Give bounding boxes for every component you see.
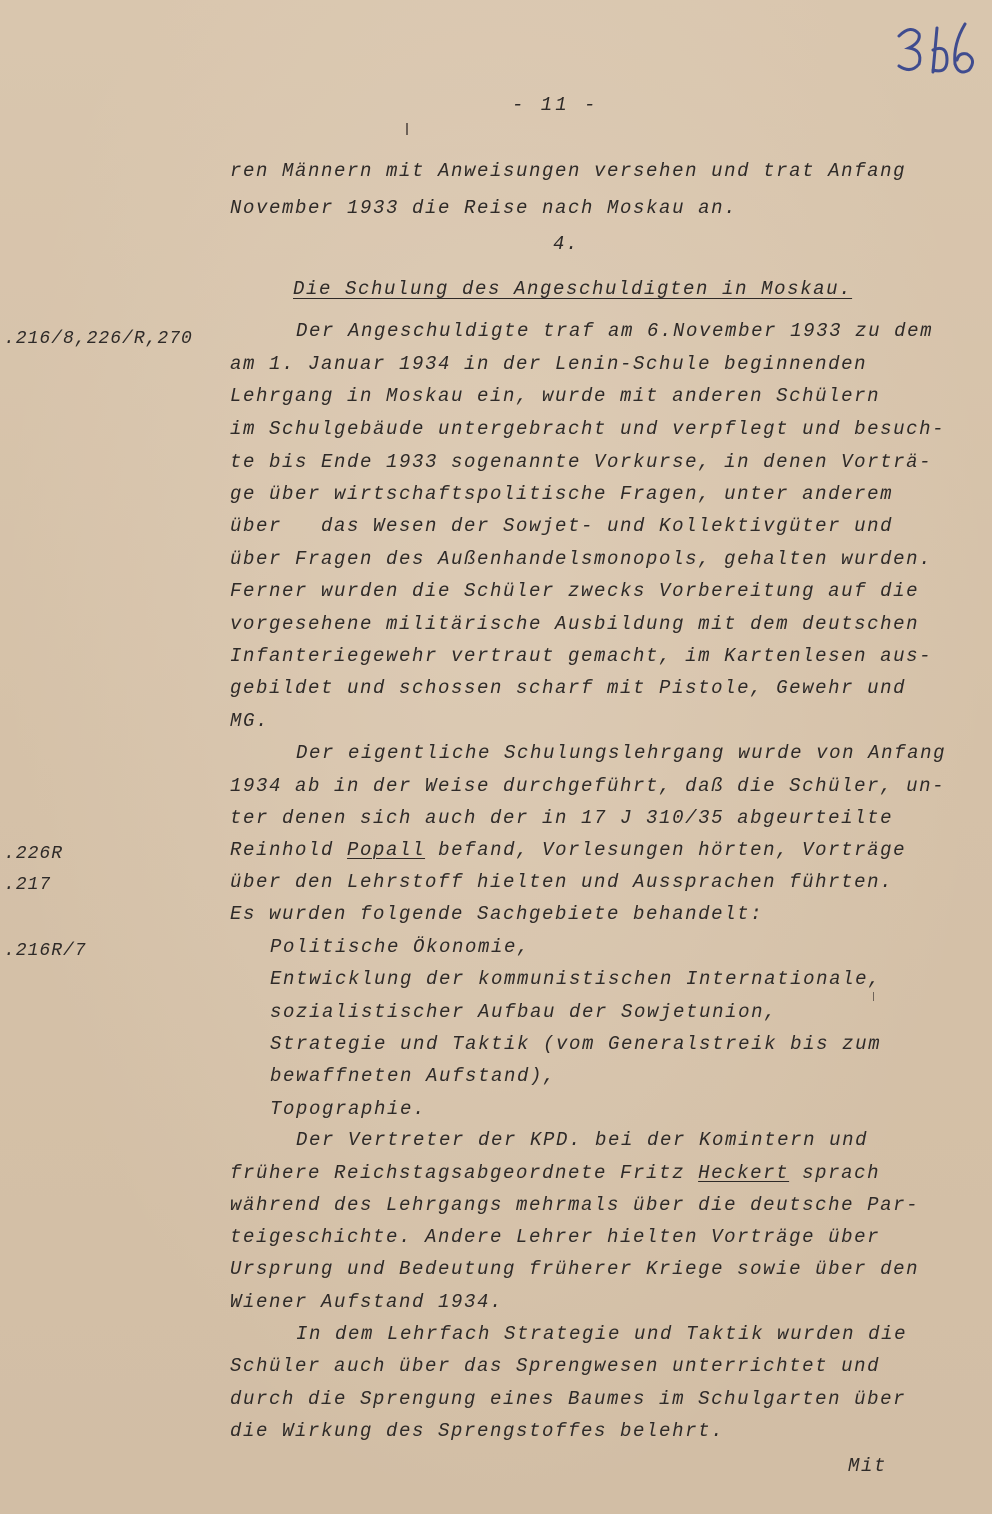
- list-item: Topographie.: [270, 1098, 427, 1120]
- body-line: über Fragen des Außenhandelsmonopols, gehalten wurden.: [230, 548, 933, 570]
- margin-reference: .216/8,226/R,270: [4, 329, 193, 349]
- body-line: Es wurden folgende Sachgebiete behandelt:: [230, 903, 764, 925]
- paper-mark: [406, 123, 408, 135]
- body-line: ter denen sich auch der in 17 J 310/35 abgeurteilte: [230, 807, 894, 829]
- body-line: Infanteriegewehr vertraut gemacht, im Kartenlesen aus-: [230, 645, 933, 667]
- body-line: die Wirkung des Sprengstoffes belehrt.: [230, 1420, 725, 1442]
- body-line: MG.: [230, 710, 270, 732]
- underlined-name: Popall: [347, 839, 426, 861]
- body-line: am 1. Januar 1934 in der Lenin-Schule beginnenden: [230, 353, 868, 375]
- margin-reference: .226R: [4, 844, 64, 864]
- catchword: Mit: [848, 1455, 888, 1477]
- body-text: Reinhold: [230, 839, 335, 861]
- body-line: über das Wesen der Sowjet- und Kollektivgüter und: [230, 515, 894, 537]
- list-item: Entwicklung der kommunistischen Internationale,: [270, 968, 882, 990]
- body-line: über den Lehrstoff hielten und Aussprachen führten.: [230, 871, 894, 893]
- body-line: während des Lehrgangs mehrmals über die deutsche Par-: [230, 1194, 920, 1216]
- body-line: Wiener Aufstand 1934.: [230, 1291, 504, 1313]
- body-line: Ferner wurden die Schüler zwecks Vorbereitung auf die: [230, 580, 920, 602]
- body-line: 1934 ab in der Weise durchgeführt, daß die Schüler, un-: [230, 775, 946, 797]
- underlined-name: Heckert: [698, 1162, 790, 1184]
- body-line: im Schulgebäude untergebracht und verpflegt und besuch-: [230, 418, 946, 440]
- body-line: Der Vertreter der KPD. bei der Komintern und: [296, 1129, 869, 1151]
- paper-mark: [873, 992, 874, 1001]
- body-line: ge über wirtschaftspolitische Fragen, unter anderem: [230, 483, 894, 505]
- margin-reference: .217: [4, 875, 52, 895]
- list-item: Strategie und Taktik (vom Generalstreik bis zum: [270, 1033, 882, 1055]
- body-text: befand, Vorlesungen hörten, Vorträge: [438, 839, 907, 861]
- body-text: frühere Reichstagsabgeordnete Fritz: [230, 1162, 686, 1184]
- body-line: [230, 1162, 880, 1184]
- folio-number-handwriting: [893, 16, 983, 86]
- body-line: vorgesehene militärische Ausbildung mit dem deutschen: [230, 613, 920, 635]
- body-line: [230, 839, 906, 861]
- body-line: ren Männern mit Anweisungen versehen und trat Anfang: [230, 160, 907, 182]
- page-number: - 11 -: [512, 94, 599, 116]
- body-line: In dem Lehrfach Strategie und Taktik wurden die: [296, 1323, 908, 1345]
- section-title: Die Schulung des Angeschuldigten in Moskau.: [293, 278, 853, 300]
- body-line: teigeschichte. Andere Lehrer hielten Vorträge über: [230, 1226, 881, 1248]
- body-text: sprach: [802, 1162, 881, 1184]
- body-line: Ursprung und Bedeutung früherer Kriege sowie über den: [230, 1258, 920, 1280]
- body-line: Der Angeschuldigte traf am 6.November 1933 zu dem: [296, 320, 934, 342]
- body-line: te bis Ende 1933 sogenannte Vorkurse, in denen Vorträ-: [230, 451, 933, 473]
- body-line: Lehrgang in Moskau ein, wurde mit anderen Schülern: [230, 385, 881, 407]
- list-item: Politische Ökonomie,: [270, 936, 531, 958]
- body-line: Schüler auch über das Sprengwesen unterrichtet und: [230, 1355, 881, 1377]
- margin-reference: .216R/7: [4, 941, 87, 961]
- body-line: gebildet und schossen scharf mit Pistole, Gewehr und: [230, 677, 907, 699]
- section-number: 4.: [553, 233, 580, 255]
- list-item: sozialistischer Aufbau der Sowjetunion,: [270, 1001, 778, 1023]
- body-line: Der eigentliche Schulungslehrgang wurde von Anfang: [296, 742, 947, 764]
- list-item: bewaffneten Aufstand),: [270, 1065, 557, 1087]
- handwritten-folio-number: [893, 16, 983, 86]
- body-line: durch die Sprengung eines Baumes im Schulgarten über: [230, 1388, 907, 1410]
- body-line: November 1933 die Reise nach Moskau an.: [230, 197, 738, 219]
